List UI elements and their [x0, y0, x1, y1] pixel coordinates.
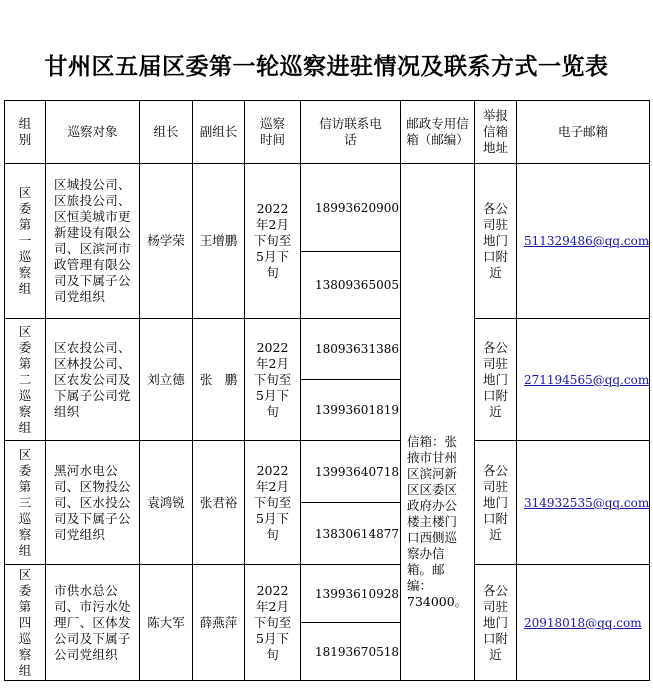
deputy-cell: 王增鹏 — [193, 164, 245, 319]
email-cell — [517, 164, 650, 319]
leader-cell: 刘立德 — [140, 319, 193, 441]
email-link[interactable]: 314932535@qq.com — [524, 495, 650, 510]
deputy-cell: 张君裕 — [193, 441, 245, 565]
header-time: 巡察时间 — [245, 101, 301, 164]
header-box: 举报信箱地址 — [475, 101, 517, 164]
header-target: 巡察对象 — [46, 101, 140, 164]
time-cell: 2022年2月下旬至5月下旬 — [245, 319, 301, 441]
leader-cell: 杨学荣 — [140, 164, 193, 319]
box-address-cell: 各公司驻地门口附近 — [475, 164, 517, 319]
group-cell: 区委第三巡察组 — [5, 441, 46, 565]
group-cell: 区委第二巡察组 — [5, 319, 46, 441]
email-link[interactable]: 20918018@qq.com — [524, 615, 642, 630]
postal-text: 信箱：张掖市甘州区滨河新区区委区政府办公楼主楼门口西侧巡察办信箱。邮编：734000。 — [407, 434, 468, 609]
box-address-cell: 各公司驻地门口附近 — [475, 441, 517, 565]
box-address-cell: 各公司驻地门口附近 — [475, 565, 517, 681]
header-email: 电子邮箱 — [517, 101, 650, 164]
deputy-cell: 薛燕萍 — [193, 565, 245, 681]
group-cell: 区委第一巡察组 — [5, 164, 46, 319]
box-address-cell: 各公司驻地门口附近 — [475, 319, 517, 441]
phone-cell: 13993610928 — [301, 565, 401, 623]
phone-cell: 18093631386 — [301, 319, 401, 380]
table-row — [5, 319, 650, 380]
email-cell — [517, 319, 650, 441]
time-cell: 2022年2月下旬至5月下旬 — [245, 441, 301, 565]
email-link[interactable]: 271194565@qq.com — [524, 372, 650, 387]
table-row — [5, 565, 650, 623]
group-cell: 区委第四巡察组 — [5, 565, 46, 681]
target-cell: 区城投公司、区旅投公司、区恒美城市更新建设有限公司、区滨河市政管理有限公司及下属子公司党组织 — [46, 164, 140, 319]
header-leader: 组长 — [140, 101, 193, 164]
table-row — [5, 164, 650, 252]
phone-cell: 13809365005 — [301, 252, 401, 319]
postal-box-cell — [401, 164, 475, 681]
deputy-cell: 张 鹏 — [193, 319, 245, 441]
page-title: 甘州区五届区委第一轮巡察进驻情况及联系方式一览表 — [44, 53, 609, 80]
header-group: 组别 — [5, 101, 46, 164]
target-cell: 市供水总公司、市污水处理厂、区体发公司及下属子公司党组织 — [46, 565, 140, 681]
phone-cell: 13993640718 — [301, 441, 401, 503]
phone-cell: 18193670518 — [301, 623, 401, 681]
leader-cell: 袁鸿锐 — [140, 441, 193, 565]
time-cell: 2022年2月下旬至5月下旬 — [245, 565, 301, 681]
target-cell: 黑河水电公司、区物投公司、区水投公司及下属子公司党组织 — [46, 441, 140, 565]
header-phone: 信访联系电话 — [301, 101, 401, 164]
email-cell — [517, 565, 650, 681]
phone-cell: 18993620900 — [301, 164, 401, 252]
phone-cell: 13993601819 — [301, 380, 401, 441]
header-postal: 邮政专用信箱（邮编） — [401, 101, 475, 164]
inspection-table — [4, 100, 650, 681]
phone-cell: 13830614877 — [301, 503, 401, 565]
target-cell: 区农投公司、区林投公司、区农发公司及下属子公司党组织 — [46, 319, 140, 441]
header-deputy: 副组长 — [193, 101, 245, 164]
table-row — [5, 441, 650, 503]
time-cell: 2022年2月下旬至5月下旬 — [245, 164, 301, 319]
header-row — [5, 101, 650, 164]
email-link[interactable]: 511329486@qq.com — [524, 234, 650, 248]
leader-cell: 陈大军 — [140, 565, 193, 681]
email-cell — [517, 441, 650, 565]
